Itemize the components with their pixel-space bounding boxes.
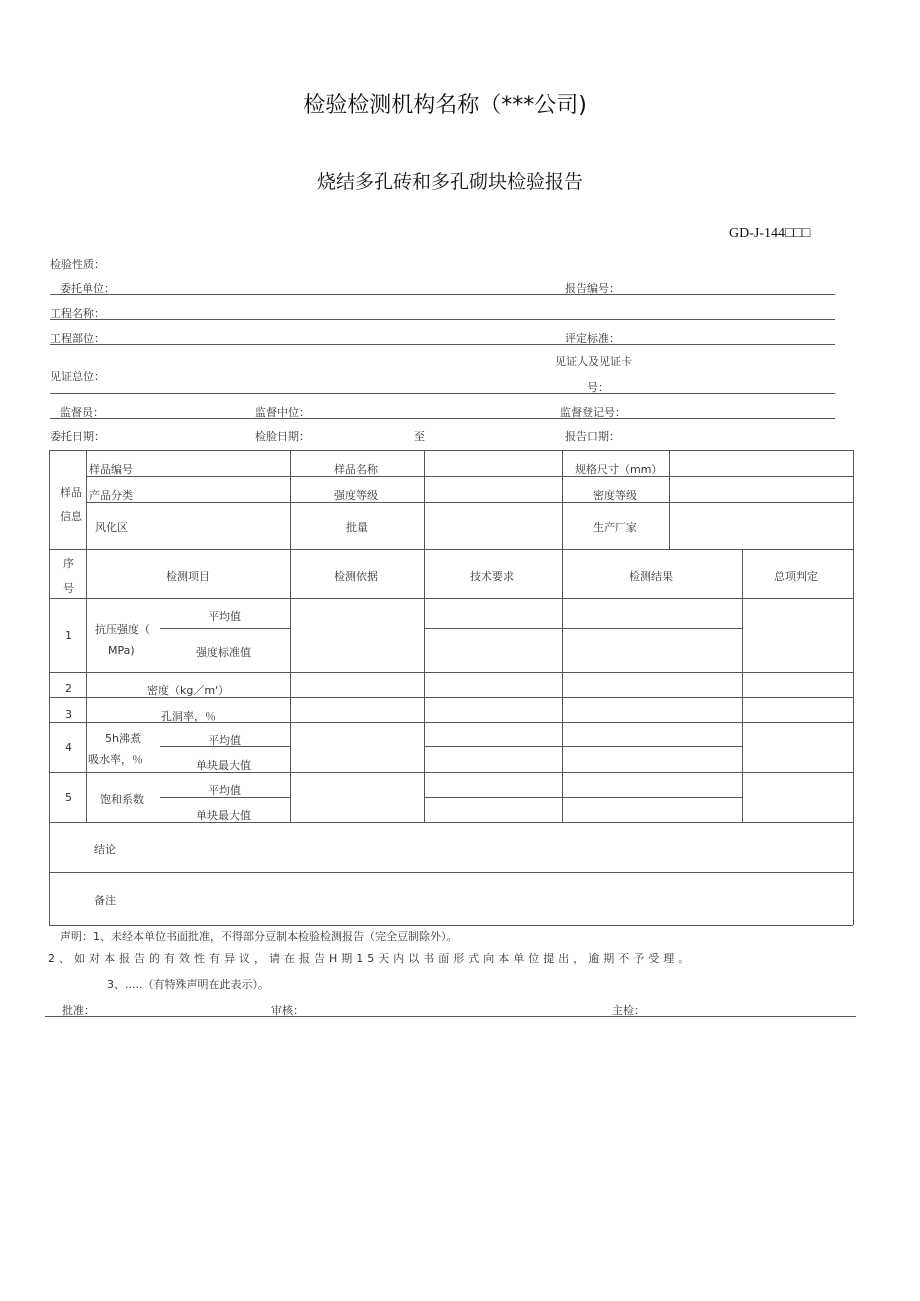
grid-line: [49, 598, 853, 599]
witness-card-label: 见证人及见证卡: [555, 355, 632, 368]
grid-line: [290, 549, 291, 822]
form-code: GD-J-144□□□: [729, 226, 811, 241]
grid-line: [86, 476, 853, 477]
header-basis: 检测依据: [334, 570, 378, 583]
spec-label: 规格尺寸（mm）: [575, 463, 663, 476]
weathering-label: 风化区: [95, 521, 128, 534]
row4-no: 4: [65, 741, 72, 754]
grid-line: [424, 797, 742, 798]
row1-sub-standard: 强度标准值: [196, 646, 251, 659]
table-border: [853, 450, 854, 925]
grid-line: [562, 450, 563, 549]
row5-name: 饱和系数: [100, 793, 144, 806]
grid-line: [49, 672, 853, 673]
grid-line: [49, 772, 853, 773]
supervision-reg-label: 监督登记号：: [560, 406, 626, 419]
divider: [50, 319, 835, 320]
row4-name-2: 吸水率，％: [88, 753, 143, 766]
group-label-line1: 样品: [60, 486, 82, 499]
supervisor-label: 监督员：: [60, 406, 104, 419]
table-border: [49, 450, 853, 451]
batch-label: 批量: [346, 521, 368, 534]
witness-card-label-2: 号：: [587, 381, 609, 394]
project-name-label: 工程名称：: [50, 307, 105, 320]
row1-unit: MPa): [108, 644, 135, 657]
grid-line: [424, 450, 425, 549]
row4-name: 5h沸煮: [105, 732, 141, 745]
grid-line: [49, 822, 853, 823]
remarks-label: 备注: [94, 894, 116, 907]
inspection-type-label: 检验性质：: [50, 258, 105, 271]
strength-grade-label: 强度等级: [334, 489, 378, 502]
approve-label: 批准：: [62, 1004, 95, 1017]
commission-date-label: 委托日期：: [50, 430, 105, 443]
header-requirement: 技术要求: [470, 570, 514, 583]
grid-line: [424, 746, 742, 747]
header-item: 检测项目: [166, 570, 210, 583]
grid-line: [669, 450, 670, 549]
date-to-label: 至: [414, 430, 425, 443]
category-label: 产品分类: [89, 489, 133, 502]
manufacturer-label: 生产厂家: [593, 521, 637, 534]
client-label: 委托单位：: [60, 282, 115, 295]
row3-name: 孔洞率，％: [161, 710, 216, 723]
supervision-unit-label: 监督中位：: [255, 406, 310, 419]
test-date-label: 检脸日期：: [255, 430, 310, 443]
grid-line: [49, 549, 853, 550]
header-seq-1: 序: [63, 557, 74, 570]
grid-line: [424, 549, 425, 822]
row4-sub-average: 平均值: [208, 734, 241, 747]
statement-2: 2、如对本报告的有效性有异议，请在报告H期15天内以书面形式向本单位提出，逾期不予受理。: [48, 952, 694, 965]
sample-no-label: 样品编号: [89, 463, 133, 476]
report-title: 烧结多孔砖和多孔砌块检验报告: [316, 171, 583, 193]
statement-3: 3、.....（有特殊声明在此表示）。: [107, 978, 269, 991]
signature-line: [45, 1016, 856, 1017]
row5-no: 5: [65, 791, 72, 804]
row5-sub-average: 平均值: [208, 784, 241, 797]
witness-unit-label: 见证总位：: [50, 370, 105, 383]
header-result: 检测结果: [629, 570, 673, 583]
row1-sub-average: 平均值: [208, 610, 241, 623]
divider: [50, 393, 835, 394]
table-border: [49, 925, 853, 926]
group-label-line2: 信息: [60, 510, 82, 523]
divider: [50, 418, 835, 419]
grid-line: [86, 450, 87, 549]
inspector-label: 主检：: [612, 1004, 645, 1017]
row3-no: 3: [65, 708, 72, 721]
row4-sub-max: 单块最大值: [196, 759, 251, 772]
grid-line: [49, 872, 853, 873]
grid-line: [742, 549, 743, 822]
grid-line: [160, 628, 290, 629]
row2-name: 密度（kg／m'）: [147, 684, 230, 697]
standard-label: 评定标准：: [565, 332, 620, 345]
divider: [50, 344, 835, 345]
statement-1: 声明：1、未经本单位书面批准，不得部分豆制本检验检测报告（完全豆制除外）。: [60, 930, 458, 943]
org-title: 检验检测机构名称（***公司): [303, 93, 587, 118]
grid-line: [86, 549, 87, 822]
report-date-label: 报告口期：: [565, 430, 620, 443]
table-border: [49, 450, 50, 925]
sample-name-label: 样品名称: [334, 463, 378, 476]
review-label: 审核：: [271, 1004, 304, 1017]
grid-line: [290, 450, 291, 549]
grid-line: [424, 628, 742, 629]
row1-no: 1: [65, 629, 72, 642]
grid-line: [86, 502, 853, 503]
project-part-label: 工程部位：: [50, 332, 105, 345]
row2-no: 2: [65, 682, 72, 695]
grid-line: [562, 549, 563, 822]
header-verdict: 总项判定: [774, 570, 818, 583]
row5-sub-max: 单块最大值: [196, 809, 251, 822]
divider: [50, 294, 835, 295]
report-no-label: 报告编号：: [565, 282, 620, 295]
density-grade-label: 密度等级: [593, 489, 637, 502]
row1-name: 抗压强度（: [95, 623, 150, 636]
header-seq-2: 号: [63, 582, 74, 595]
conclusion-label: 结论: [94, 843, 116, 856]
